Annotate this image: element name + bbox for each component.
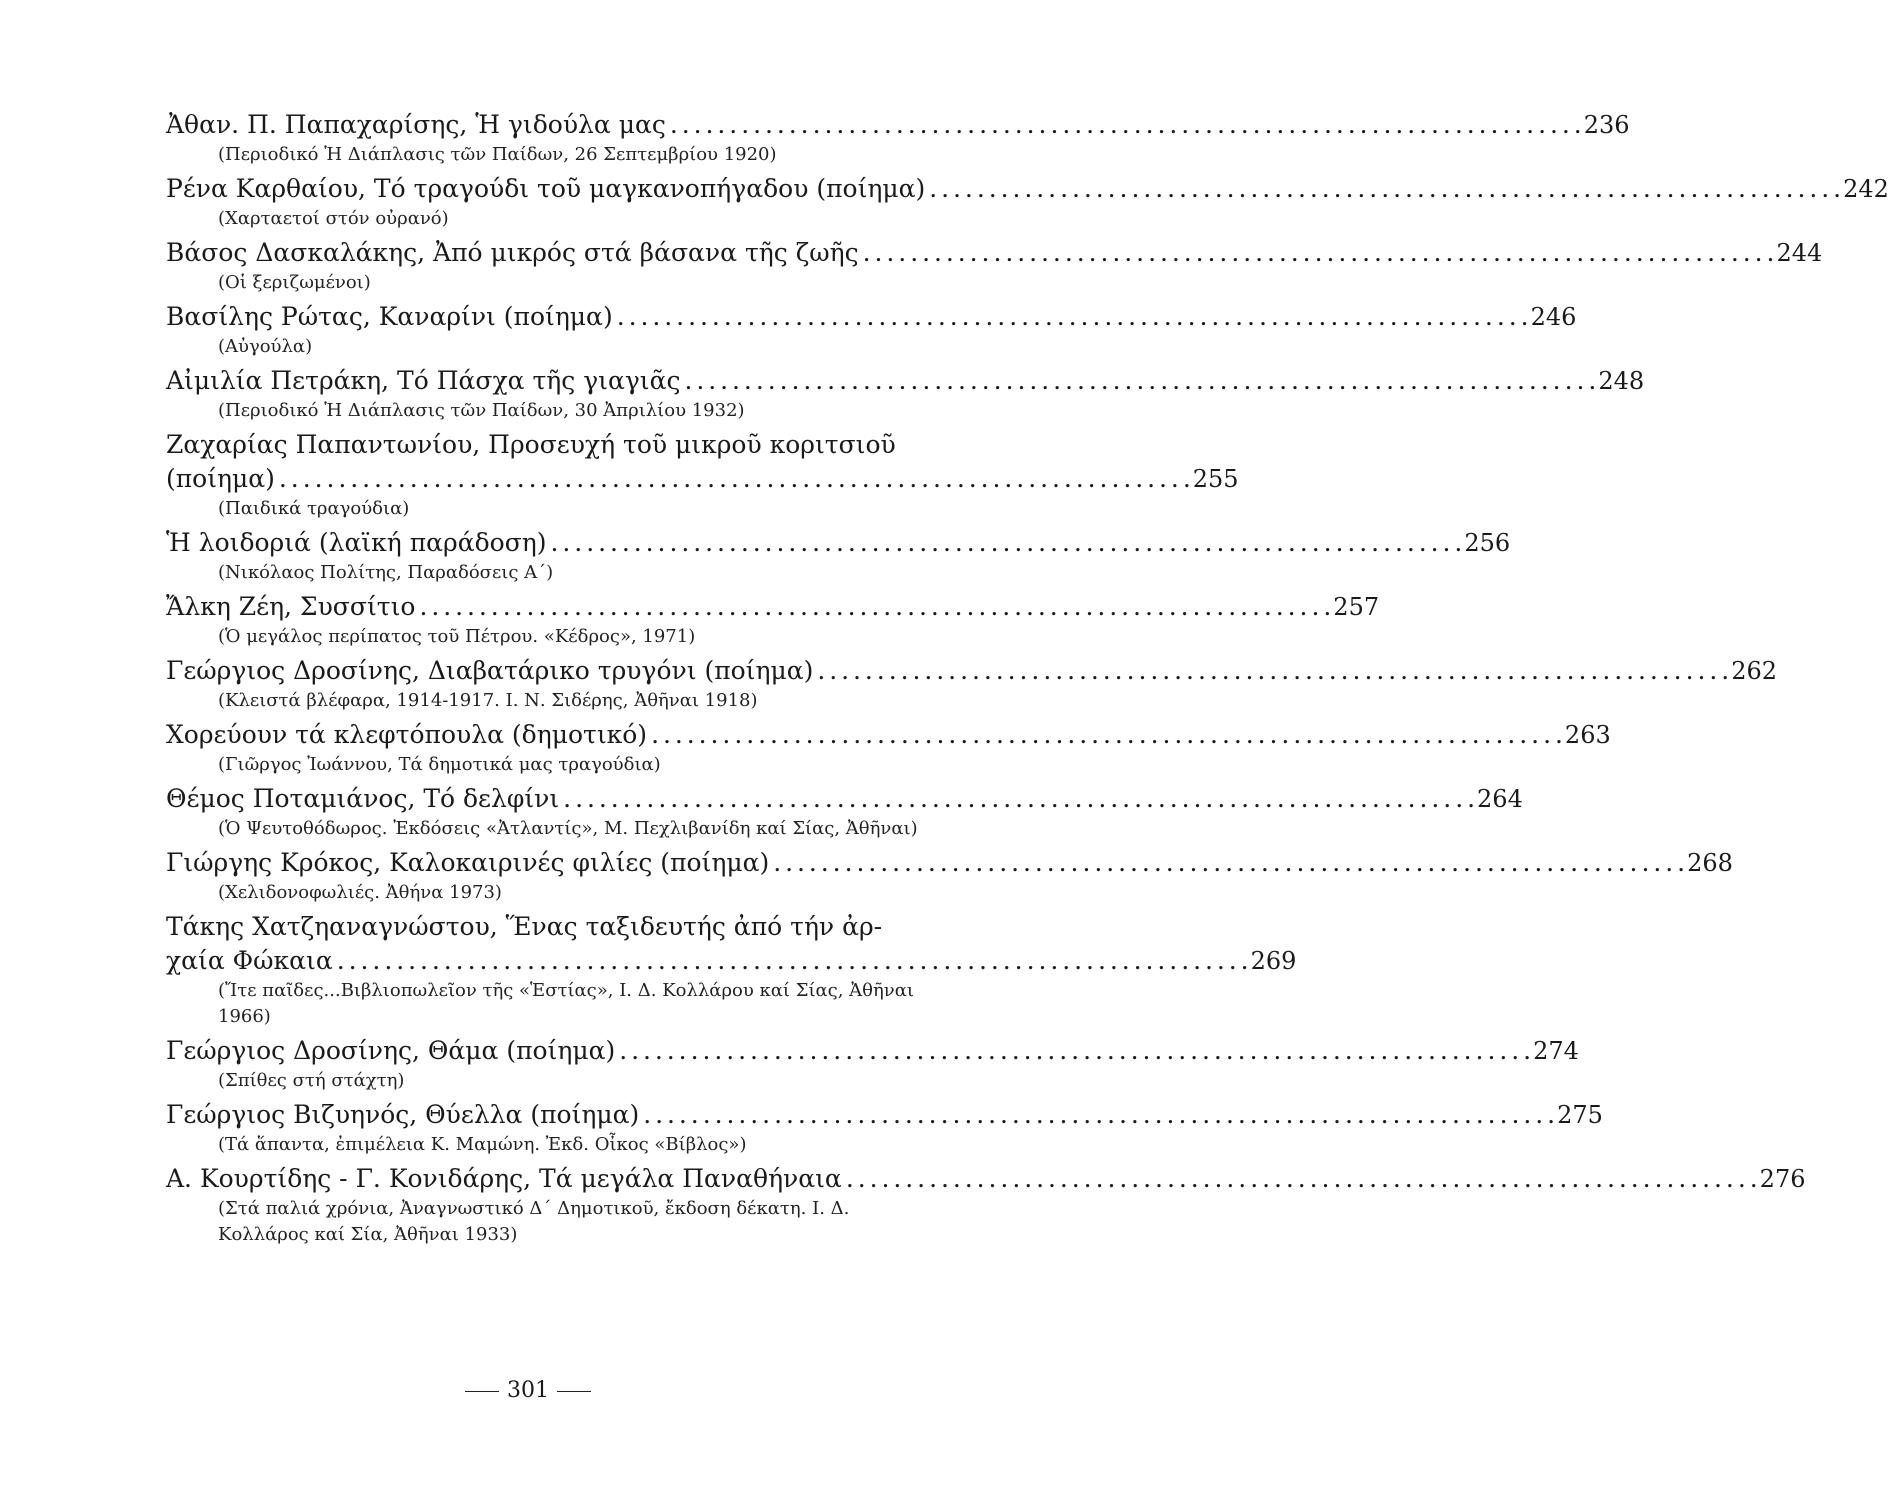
entry-title: Ζαχαρίας Παπαντωνίου, Προσευχή τοῦ μικροῦ κοριτσιοῦ xyxy=(166,430,896,459)
entry-title: Ἀθαν. Π. Παπαχαρίσης, Ἡ γιδούλα μας xyxy=(166,110,666,139)
toc-entry xyxy=(166,108,1630,168)
toc-entry xyxy=(166,364,1645,424)
entry-source: (Κλειστά βλέφαρα, 1914-1917. Ι. Ν. Σιδέρης, Ἀθῆναι 1918) xyxy=(218,690,758,711)
table-of-contents xyxy=(166,108,1889,1252)
entry-title: Γεώργιος Δροσίνης, Θάμα (ποίημα) xyxy=(166,1036,616,1065)
entry-page: 256 xyxy=(1464,529,1511,557)
toc-entry xyxy=(166,300,1577,360)
entry-title-continued: χαία Φώκαια xyxy=(166,946,333,975)
entry-source: (Χαρταετοί στόν οὐρανό) xyxy=(218,208,449,229)
toc-entry xyxy=(166,782,1523,842)
entry-source: (Παιδικά τραγούδια) xyxy=(218,498,410,519)
entry-page: 276 xyxy=(1759,1165,1806,1193)
page-number xyxy=(0,1378,1056,1403)
entry-page: 268 xyxy=(1687,849,1733,877)
entry-source: (Τά ἅπαντα, ἐπιμέλεια Κ. Μαμώνη. Ἐκδ. Οἶκος «Βίβλος») xyxy=(218,1134,747,1155)
entry-page: 244 xyxy=(1776,239,1823,267)
entry-source: (Ὁ Ψευτοθόδωρος. Ἐκδόσεις «Ἀτλαντίς», Μ. Πεχλιβανίδη καί Σίας, Ἀθῆναι) xyxy=(218,818,918,839)
entry-page: 274 xyxy=(1533,1037,1579,1065)
entry-page: 255 xyxy=(1192,465,1239,493)
entry-source: (Οἱ ξεριζωμένοι) xyxy=(218,272,371,293)
entry-source: (Γιῶργος Ἰωάννου, Τά δημοτικά μας τραγούδια) xyxy=(218,754,661,775)
entry-source: (Αὐγούλα) xyxy=(218,336,313,357)
entry-title: Βάσος Δασκαλάκης, Ἀπό μικρός στά βάσανα τῆς ζωῆς xyxy=(166,238,859,267)
entry-source: (Περιοδικό Ἡ Διάπλασις τῶν Παίδων, 30 Ἀπριλίου 1932) xyxy=(218,400,745,421)
entry-title: Αἰμιλία Πετράκη, Τό Πάσχα τῆς γιαγιᾶς xyxy=(166,366,681,395)
folio-text: 301 xyxy=(507,1378,549,1403)
entry-page: 263 xyxy=(1564,721,1611,749)
entry-source: (Ὁ μεγάλος περίπατος τοῦ Πέτρου. «Κέδρος», 1971) xyxy=(218,626,696,647)
entry-source: (Στά παλιά χρόνια, Ἀναγνωστικό Δ΄ Δημοτικοῦ, ἔκδοση δέκατη. Ι. Δ. Κολλάρος καί Σία, Ἀθῆναι 1933) xyxy=(218,1198,850,1245)
entry-page: 242 xyxy=(1843,175,1889,203)
entry-title: Α. Κουρτίδης - Γ. Κονιδάρης, Τά μεγάλα Παναθήναια xyxy=(166,1164,842,1193)
entry-source: (Χελιδονοφωλιές. Ἀθήνα 1973) xyxy=(218,882,502,903)
entry-page: 257 xyxy=(1333,593,1380,621)
toc-entry xyxy=(166,526,1511,586)
entry-title: Χορεύουν τά κλεφτόπουλα (δημοτικό) xyxy=(166,720,648,749)
entry-title: Γιώργης Κρόκος, Καλοκαιρινές φιλίες (ποίημα) xyxy=(166,848,770,877)
entry-title: Βασίλης Ρώτας, Καναρίνι (ποίημα) xyxy=(166,302,613,331)
toc-entry xyxy=(166,654,1778,714)
entry-page: 248 xyxy=(1598,367,1645,395)
entry-title: Ρένα Καρθαίου, Τό τραγούδι τοῦ μαγκανοπήγαδου (ποίημα) xyxy=(166,174,926,203)
entry-page: 269 xyxy=(1250,947,1297,975)
toc-entry xyxy=(166,1098,1603,1158)
toc-entry xyxy=(166,590,1380,650)
entry-title: Ἄλκη Ζέη, Συσσίτιο xyxy=(166,592,416,621)
entry-page: 262 xyxy=(1731,657,1778,685)
entry-title: Ἡ λοιδοριά (λαϊκή παράδοση) xyxy=(166,528,547,557)
toc-entry xyxy=(166,846,1733,906)
toc-entry xyxy=(166,236,1823,296)
entry-source: (Ἴτε παῖδες...Βιβλιοπωλεῖον τῆς «Ἑστίας», Ι. Δ. Κολλάρου καί Σίας, Ἀθῆναι 1966) xyxy=(218,980,914,1027)
entry-title: Γεώργιος Δροσίνης, Διαβατάρικο τρυγόνι (ποίημα) xyxy=(166,656,814,685)
entry-source: (Περιοδικό Ἡ Διάπλασις τῶν Παίδων, 26 Σεπτεμβρίου 1920) xyxy=(218,144,777,165)
toc-entry xyxy=(166,428,1239,522)
toc-entry xyxy=(166,1034,1579,1094)
entry-source: (Νικόλαος Πολίτης, Παραδόσεις Α΄) xyxy=(218,562,554,583)
entry-title: Θέμος Ποταμιάνος, Τό δελφίνι xyxy=(166,784,560,813)
toc-entry xyxy=(166,718,1611,778)
toc-entry xyxy=(166,1162,1806,1248)
toc-entry xyxy=(166,172,1889,232)
entry-title: Γεώργιος Βιζυηνός, Θύελλα (ποίημα) xyxy=(166,1100,640,1129)
entry-source: (Σπίθες στή στάχτη) xyxy=(218,1070,405,1091)
toc-entry xyxy=(166,910,1297,1030)
entry-page: 275 xyxy=(1557,1101,1603,1129)
entry-page: 264 xyxy=(1477,785,1523,813)
entry-page: 246 xyxy=(1530,303,1577,331)
entry-title: Τάκης Χατζηαναγνώστου, Ἕνας ταξιδευτής ἀπό τήν ἀρ- xyxy=(166,912,883,941)
entry-page: 236 xyxy=(1583,111,1630,139)
entry-title-continued: (ποίημα) xyxy=(166,464,275,493)
